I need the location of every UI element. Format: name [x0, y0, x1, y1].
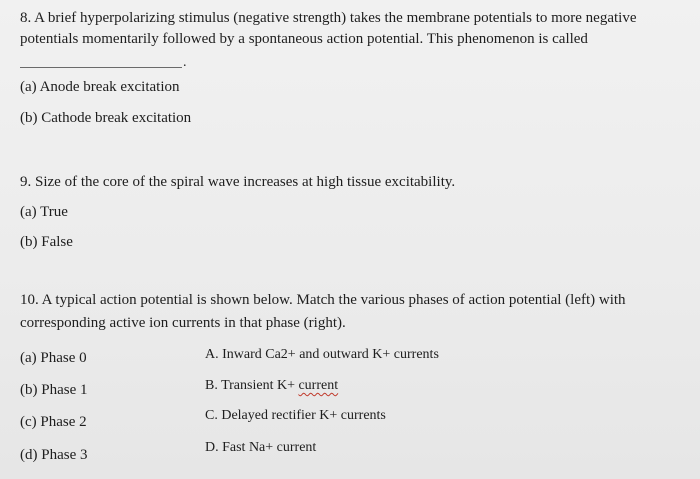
question-8-option-a: (a) Anode break excitation: [20, 79, 180, 95]
question-8-answer-blank: [20, 67, 182, 68]
question-10-stem-line-1: 10. A typical action potential is shown below. Match the various phases of action potential (left) with: [20, 292, 626, 308]
question-8-option-b: (b) Cathode break excitation: [20, 110, 192, 126]
question-8-blank-terminator: .: [183, 55, 187, 70]
question-10-left-item-a: (a) Phase 0: [20, 350, 87, 366]
question-10-right-item-c: C. Delayed rectifier K+ currents: [205, 408, 386, 423]
question-10-right-item-b-flagged-word: current: [298, 378, 339, 393]
question-10-right-item-b: [205, 378, 338, 394]
question-8-stem-line-1: 8. A brief hyperpolarizing stimulus (negative strength) takes the membrane potentials to more negative: [20, 10, 637, 26]
question-8-stem-line-2: potentials momentarily followed by a spontaneous action potential. This phenomenon is called: [20, 31, 588, 47]
question-10-right-item-b-prefix: B. Transient K+: [205, 378, 299, 393]
question-10-right-item-d: D. Fast Na+ current: [205, 440, 317, 455]
question-10-stem-line-2: corresponding active ion currents in that phase (right).: [20, 315, 346, 331]
question-9-option-b: (b) False: [20, 234, 73, 250]
question-9-stem: 9. Size of the core of the spiral wave increases at high tissue excitability.: [20, 174, 456, 190]
question-10-left-item-d: (d) Phase 3: [20, 447, 88, 463]
question-10-left-item-c: (c) Phase 2: [20, 414, 87, 430]
question-9-option-a: (a) True: [20, 204, 68, 220]
question-10-right-item-a: A. Inward Ca2+ and outward K+ currents: [205, 347, 439, 362]
question-10-left-item-b: (b) Phase 1: [20, 382, 88, 398]
